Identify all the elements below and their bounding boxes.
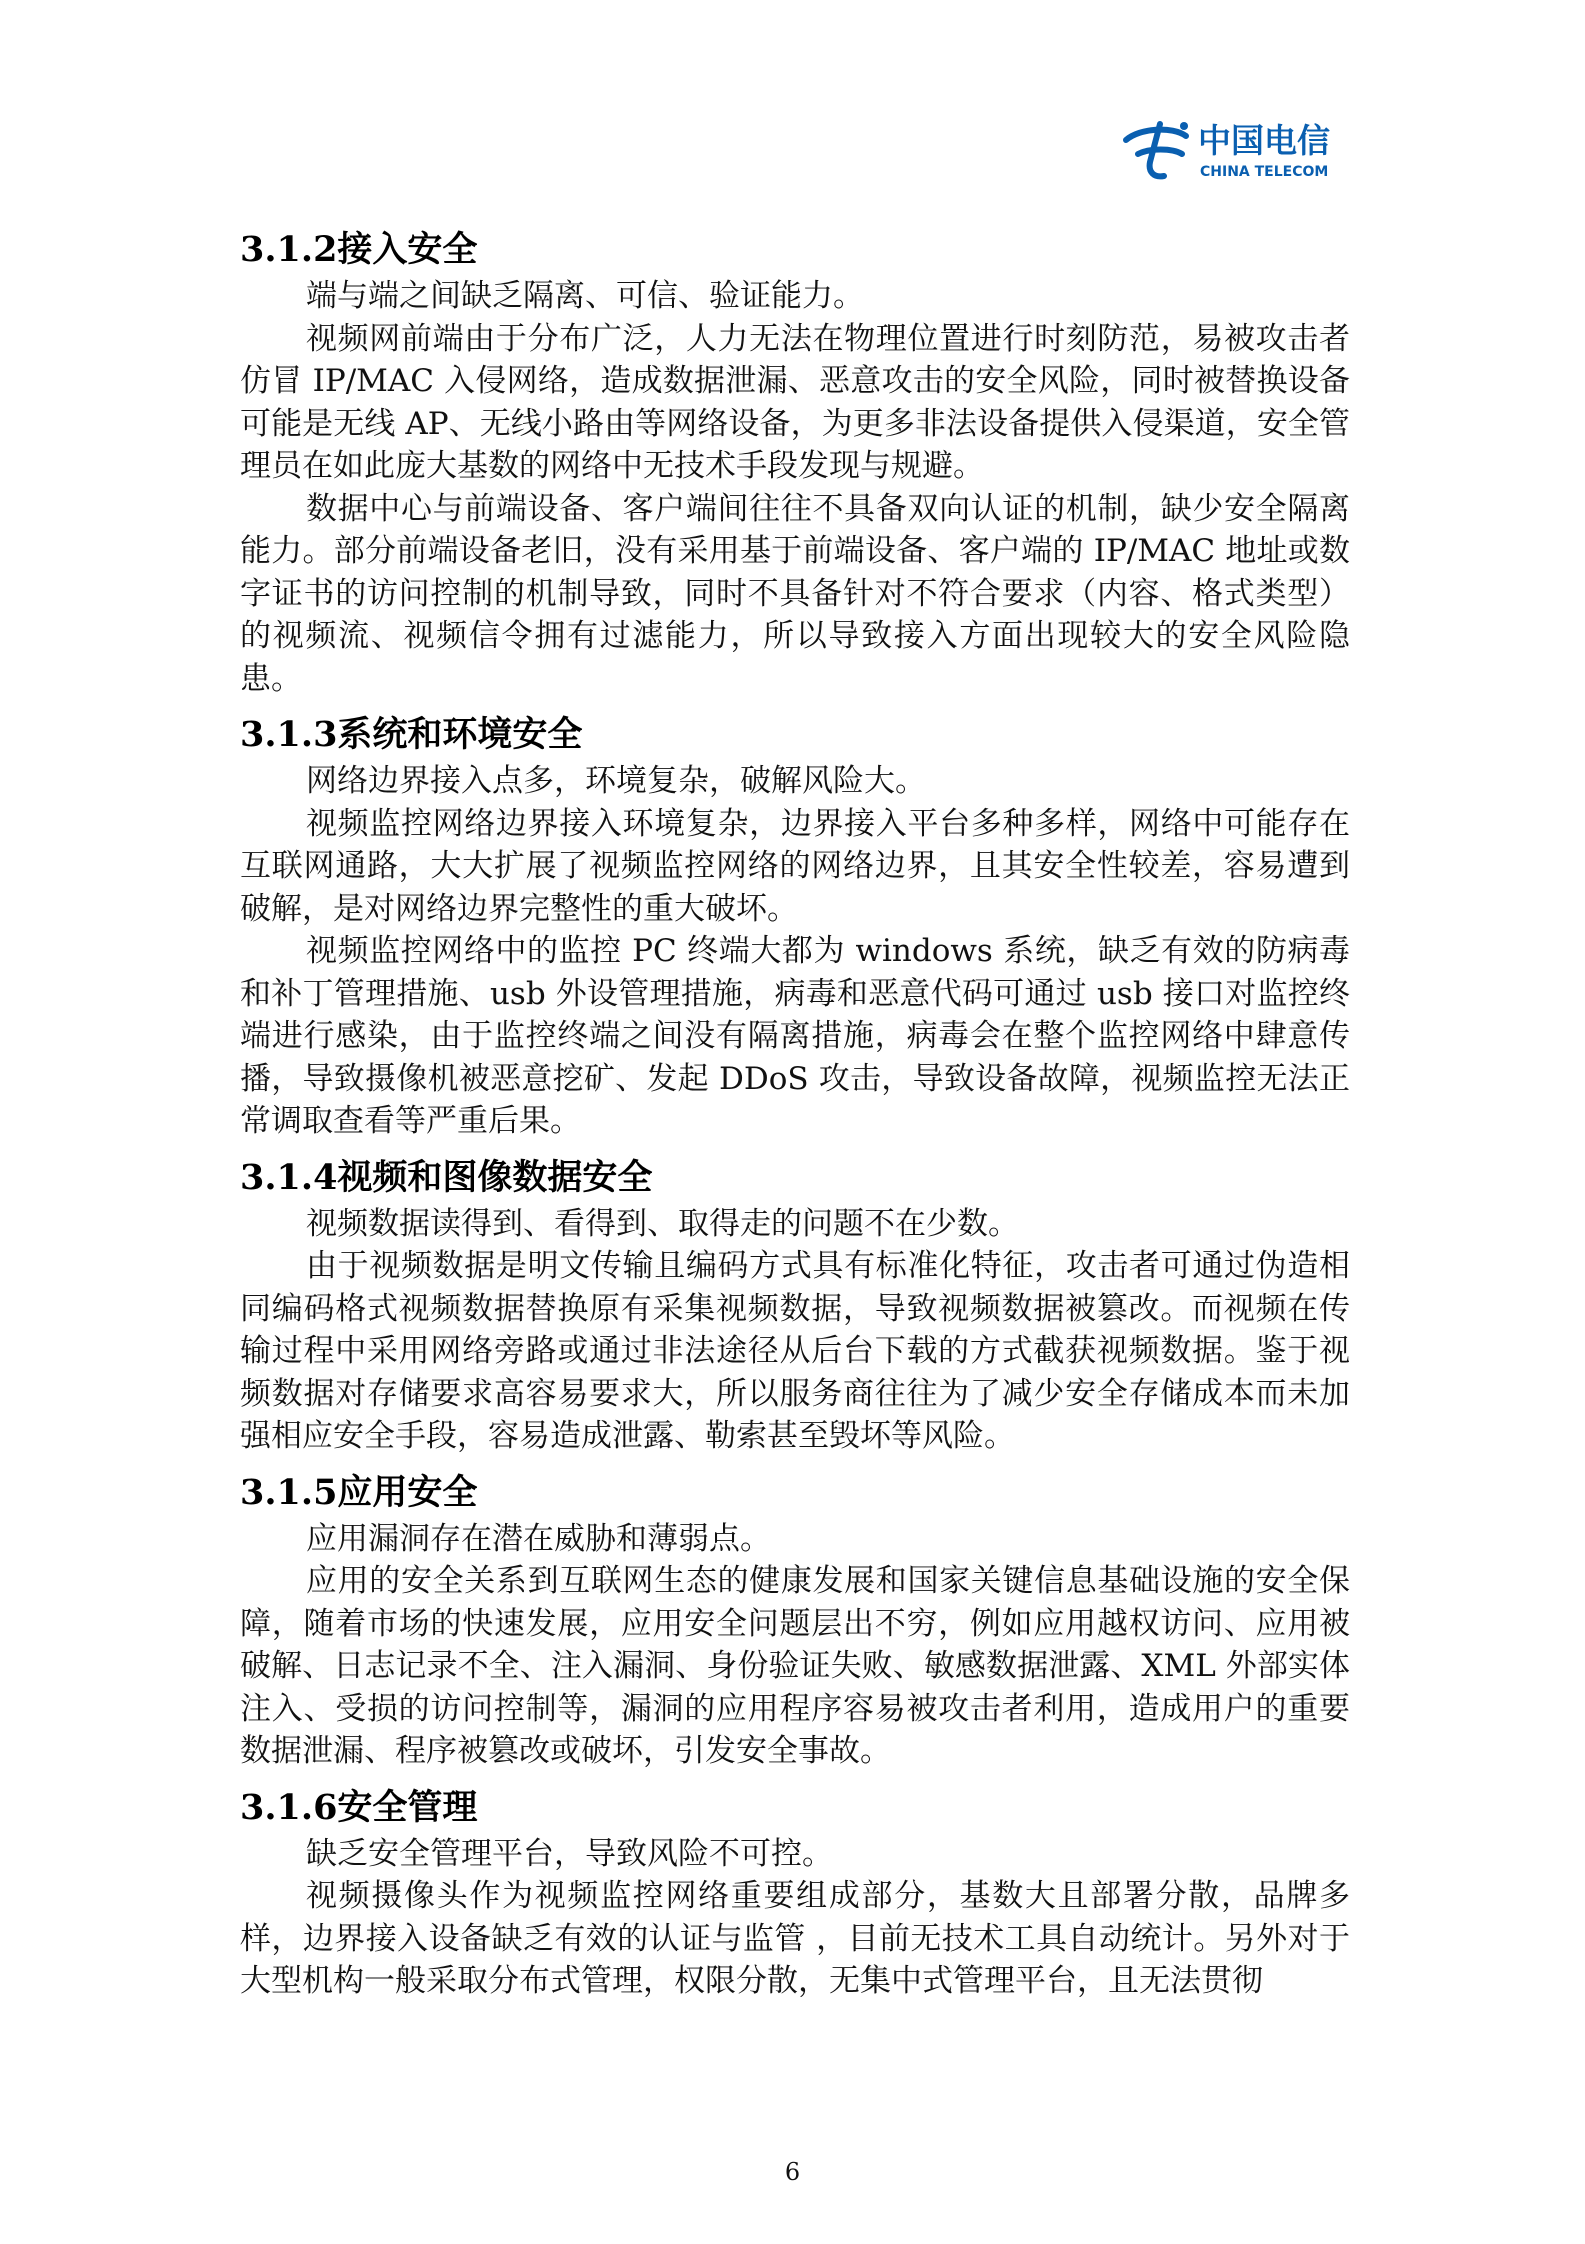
section-heading: 3.1.6安全管理 — [240, 1786, 478, 1828]
section-heading: 3.1.4视频和图像数据安全 — [240, 1156, 653, 1198]
section-system-environment-security — [240, 710, 1350, 1143]
logo-english-text: CHINA TELECOM — [1200, 164, 1329, 180]
paragraph: 缺乏安全管理平台，导致风险不可控。 — [306, 1835, 833, 1872]
section-application-security — [240, 1468, 1350, 1773]
section-security-management — [240, 1783, 1350, 2003]
paragraph: 应用的安全关系到互联网生态的健康发展和国家关键信息基础设施的安全保障，随着市场的快速发展，应用安全问题层出不穷，例如应用越权访问、应用被破解、日志记录不全、注入漏洞、身份验证失败、敏感数据泄露、XML 外部实体注入、受损的访问控制等，漏洞的应用程序容易被攻击者利用，造成用户的重要数据泄漏、程序被篡改或破坏，引发安全事故。 — [240, 1563, 1350, 1769]
paragraph: 视频监控网络中的监控 PC 终端大都为 windows 系统，缺乏有效的防病毒和补丁管理措施、usb 外设管理措施，病毒和恶意代码可通过 usb 接口对监控终端进行感染，由于监控终端之间没有隔离措施，病毒会在整个监控网络中肆意传播，导致摄像机被恶意挖矿、发起 DDoS 攻击，导致设备故障，视频监控无法正常调取查看等严重后果。 — [240, 933, 1350, 1139]
paragraph: 视频数据读得到、看得到、取得走的问题不在少数。 — [306, 1205, 1019, 1242]
section-heading: 3.1.5应用安全 — [240, 1471, 478, 1513]
paragraph: 视频网前端由于分布广泛，人力无法在物理位置进行时刻防范，易被攻击者仿冒 IP/MAC 入侵网络，造成数据泄漏、恶意攻击的安全风险，同时被替换设备可能是无线 AP、无线小路由等网络设备，为更多非法设备提供入侵渠道，安全管理员在如此庞大基数的网络中无技术手段发现与规避。 — [240, 320, 1350, 484]
page-number: 6 — [784, 2158, 801, 2186]
document-body — [240, 225, 1350, 2013]
section-video-image-data-security — [240, 1153, 1350, 1458]
section-heading: 3.1.3系统和环境安全 — [240, 714, 583, 755]
paragraph: 视频摄像头作为视频监控网络重要组成部分，基数大且部署分散，品牌多样，边界接入设备缺乏有效的认证与监管 ，目前无技术工具自动统计。另外对于大型机构一般采取分布式管理，权限分散，无集中式管理平台，且无法贯彻 — [240, 1878, 1350, 1999]
paragraph: 网络边界接入点多，环境复杂，破解风险大。 — [306, 763, 926, 799]
section-access-security — [240, 225, 1350, 700]
paragraph: 端与端之间缺乏隔离、可信、验证能力。 — [306, 278, 864, 314]
paragraph: 数据中心与前端设备、客户端间往往不具备双向认证的机制，缺少安全隔离能力。部分前端设备老旧，没有采用基于前端设备、客户端的 IP/MAC 地址或数字证书的访问控制的机制导致，同时不具备针对不符合要求（内容、格式类型）的视频流、视频信令拥有过滤能力，所以导致接入方面出现较大的安全风险隐患。 — [240, 490, 1350, 697]
logo-chinese-text: 中国电信 — [1198, 121, 1330, 160]
paragraph: 应用漏洞存在潜在威胁和薄弱点。 — [306, 1520, 771, 1557]
china-telecom-logo — [1120, 110, 1360, 190]
paragraph: 由于视频数据是明文传输且编码方式具有标准化特征，攻击者可通过伪造相同编码格式视频数据替换原有采集视频数据，导致视频数据被篡改。而视频在传输过程中采用网络旁路或通过非法途径从后台下载的方式截获视频数据。鉴于视频数据对存储要求高容易要求大，所以服务商往往为了减少安全存储成本而未加强相应安全手段，容易造成泄露、勒索甚至毁坏等风险。 — [240, 1248, 1350, 1454]
paragraph: 视频监控网络边界接入环境复杂，边界接入平台多种多样，网络中可能存在互联网通路，大大扩展了视频监控网络的网络边界，且其安全性较差，容易遭到破解，是对网络边界完整性的重大破坏。 — [240, 805, 1350, 927]
section-heading: 3.1.2接入安全 — [240, 229, 478, 270]
